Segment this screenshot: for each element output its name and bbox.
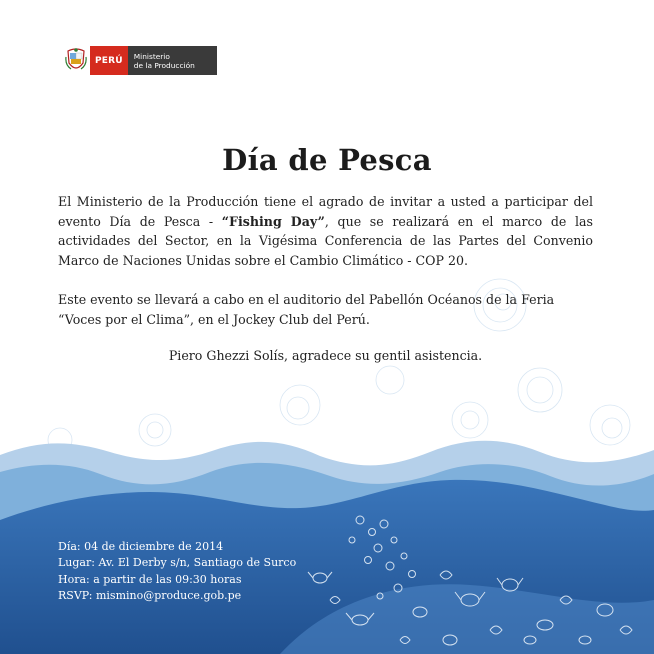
detail-date: Día: 04 de diciembre de 2014 (58, 540, 224, 553)
country-label: PERÚ (90, 46, 128, 75)
paragraph-text-start: El Ministerio de la Producción tiene el agrado de invitar a usted a participar del evento Día de Pesca - (58, 194, 593, 229)
ministry-line1: Ministerio (133, 51, 170, 61)
coat-of-arms-icon (64, 46, 88, 75)
ministry-logo (64, 46, 217, 75)
event-details (58, 539, 296, 605)
invitation-paragraph (58, 192, 593, 270)
ministry-label (128, 46, 217, 75)
ministry-line2: de la Producción (133, 60, 195, 70)
detail-place: Lugar: Av. El Derby s/n, Santiago de Surco (58, 556, 297, 570)
event-highlight: “Fishing Day” (221, 213, 325, 229)
location-paragraph: Este evento se llevará a cabo en el auditorio del Pabellón Océanos de la Feria “Voces por el Clima”, en el Jockey Club del Perú. (58, 292, 555, 327)
detail-rsvp: RSVP: mismino@produce.gob.pe (58, 589, 242, 603)
paragraph-text-end: , que se realizará en el marco de las actividades del Sector, en la Vigésima Conferencia de las Partes del Convenio Marco de Naciones Unidas sobre el Cambio Climático - COP 20. (58, 213, 593, 268)
detail-time: Hora: a partir de las 09:30 horas (58, 572, 242, 586)
closing-line: Piero Ghezzi Solís, agradece su gentil asistencia. (168, 348, 483, 363)
page-title: Día de Pesca (222, 143, 432, 177)
